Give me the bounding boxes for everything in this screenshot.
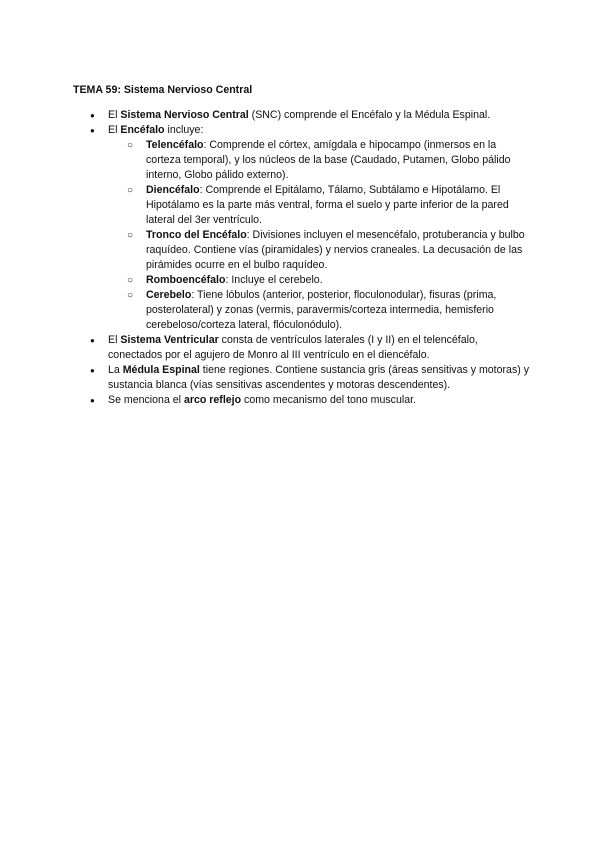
list-item-arco-reflejo — [73, 393, 533, 408]
item-bold-term: Sistema Nervioso Central — [120, 109, 249, 121]
sub-item-cerebelo — [108, 288, 533, 333]
item-text: como mecanismo del tono muscular. — [241, 394, 416, 406]
filled-bullet-icon: ● — [90, 111, 95, 120]
hollow-bullet-icon: ○ — [127, 185, 134, 196]
sub-item-bold-term: Telencéfalo — [146, 139, 204, 151]
filled-bullet-icon: ● — [90, 126, 95, 135]
item-text: tiene regiones. Contiene sustancia gris (áreas sensitivas y motoras) y sustancia blanca (vías sensitivas ascendentes y motoras descendentes). — [108, 364, 530, 391]
item-text: consta de ventrículos laterales (I y II) en el telencéfalo, conectados por el agujero de Monro al III ventrículo en el diencéfalo. — [108, 334, 478, 361]
sub-item-diencefalo — [108, 183, 533, 228]
item-bold-term: Sistema Ventricular — [120, 334, 219, 346]
sub-item-bold-term: Cerebelo — [146, 289, 192, 301]
item-bold-term: Médula Espinal — [122, 364, 200, 376]
item-text: (SNC) comprende el Encéfalo y la Médula Espinal. — [248, 109, 491, 121]
sub-item-telencefalo — [108, 138, 533, 183]
hollow-bullet-icon: ○ — [127, 290, 134, 301]
sub-item-bold-term: Diencéfalo — [146, 184, 200, 196]
item-prefix: El — [108, 109, 121, 121]
filled-bullet-icon: ● — [90, 396, 95, 405]
item-bold-term: arco reflejo — [183, 394, 242, 406]
list-item-sistema-ventricular — [73, 333, 533, 363]
list-item-snc — [73, 108, 533, 123]
item-prefix: La — [108, 364, 123, 376]
document-title: TEMA 59: Sistema Nervioso Central — [73, 84, 253, 96]
sub-item-tronco-del-encefalo — [108, 228, 533, 273]
filled-bullet-icon: ● — [90, 366, 95, 375]
item-prefix: Se menciona el — [108, 394, 184, 406]
sub-item-bold-term: Tronco del Encéfalo — [146, 229, 247, 241]
sub-bullet-list — [108, 138, 533, 333]
item-bold-term: Encéfalo — [120, 124, 165, 136]
bullet-list — [73, 108, 533, 408]
item-prefix: El — [108, 124, 121, 136]
sub-item-bold-term: Romboencéfalo — [146, 274, 226, 286]
sub-item-romboencefalo — [108, 273, 533, 288]
list-item-encefalo — [73, 123, 533, 333]
hollow-bullet-icon: ○ — [127, 275, 134, 286]
sub-item-text: : Comprende el córtex, amígdala e hipocampo (inmersos en la corteza temporal), y los núcleos de la base (Caudado, Putamen, Globo pálido interno, Globo pálido externo). — [146, 139, 511, 181]
hollow-bullet-icon: ○ — [127, 140, 134, 151]
hollow-bullet-icon: ○ — [127, 230, 134, 241]
item-prefix: El — [108, 334, 121, 346]
list-item-medula-espinal — [73, 363, 533, 393]
filled-bullet-icon: ● — [90, 336, 95, 345]
sub-item-text: : Comprende el Epitálamo, Tálamo, Subtálamo e Hipotálamo. El Hipotálamo es la parte más ventral, forma el suelo y parte inferior de la pared lateral del 3er ventrículo. — [146, 184, 509, 226]
item-text: incluye: — [164, 124, 204, 136]
sub-item-text: : Divisiones incluyen el mesencéfalo, protuberancia y bulbo raquídeo. Contiene vías (piramidales) y nervios craneales. La decusación de las pirámides ocurre en el bulbo raquídeo. — [146, 229, 525, 271]
sub-item-text: : Incluye el cerebelo. — [225, 274, 323, 286]
sub-item-text: : Tiene lóbulos (anterior, posterior, floculonodular), fisuras (prima, posterolateral) y zonas (vermis, paravermis/corteza intermedia, hemisferio cerebeloso/corteza lateral, flóculonódulo). — [146, 289, 497, 331]
